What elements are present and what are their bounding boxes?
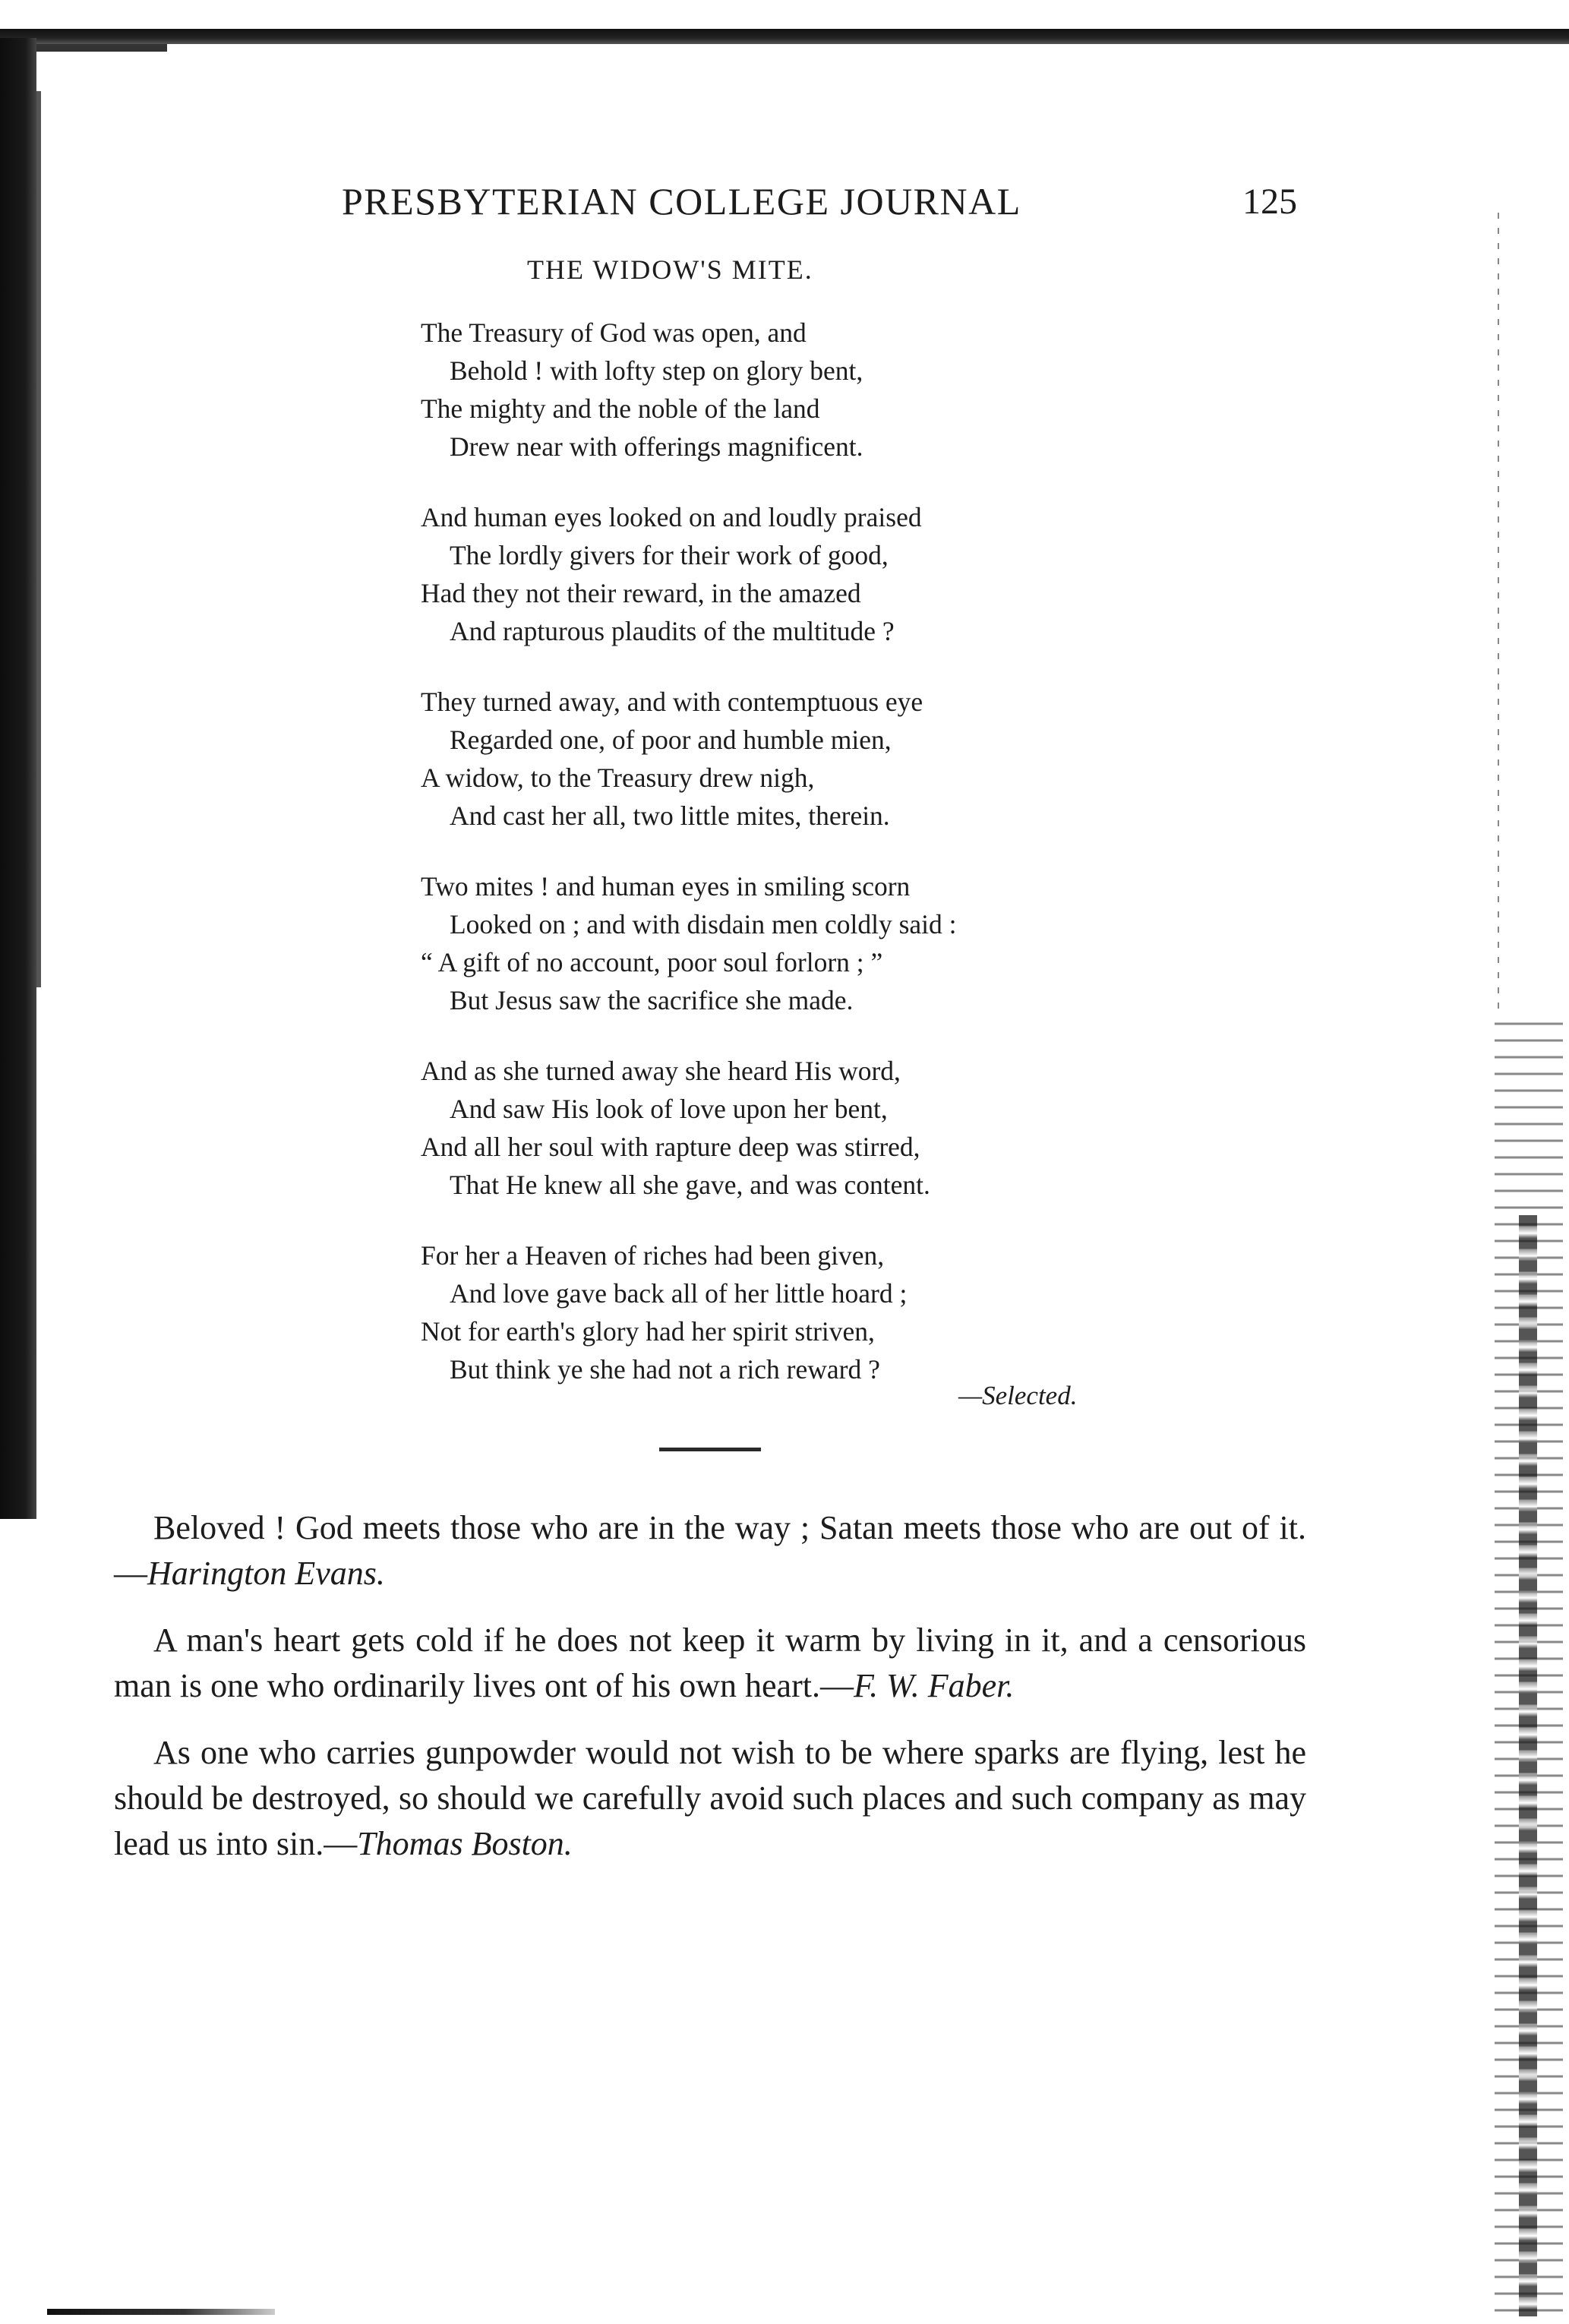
poem-line: Not for earth's glory had her spirit striven, (421, 1316, 875, 1347)
quote-text: As one who carries gunpowder would not wish to be where sparks are flying, lest he should be destroyed, so should we carefully avoid such places and such company as may lead us into sin.— (114, 1734, 1306, 1862)
poem-line: Had they not their reward, in the amazed (421, 578, 861, 608)
poem-line: And human eyes looked on and loudly praised (421, 502, 922, 532)
poem-line: The mighty and the noble of the land (421, 393, 820, 424)
poem-line: But think ye she had not a rich reward ? (450, 1354, 880, 1385)
scan-binding-edge (36, 91, 41, 987)
poem-line: Two mites ! and human eyes in smiling scorn (421, 871, 911, 901)
poem-stanza (421, 683, 957, 835)
poem-line: That He knew all she gave, and was content. (450, 1170, 930, 1200)
poem-line: Behold ! with lofty step on glory bent, (450, 355, 863, 386)
quote-paragraph (114, 1618, 1306, 1709)
poem-stanza (421, 1236, 957, 1388)
scan-right-margin-marks (1498, 213, 1499, 1018)
poem-line: And all her soul with rapture deep was stirred, (421, 1132, 920, 1162)
poem-attribution: —Selected. (958, 1381, 1078, 1410)
quote-paragraph (114, 1730, 1306, 1867)
poem-line: A widow, to the Treasury drew nigh, (421, 763, 815, 793)
quote-text: A man's heart gets cold if he does not keep it warm by living in it, and a censorious man is one who ordinarily lives ont of his own heart.— (114, 1621, 1306, 1704)
poem-stanza (421, 867, 957, 1019)
section-divider (659, 1448, 761, 1451)
poem-line: And love gave back all of her little hoard ; (450, 1278, 908, 1309)
poem-stanza (421, 498, 957, 650)
poem-line: “ A gift of no account, poor soul forlorn ; ” (421, 947, 883, 977)
poem-stanza (421, 1052, 957, 1204)
scan-binding-shadow (0, 38, 36, 1519)
quote-paragraph (114, 1505, 1306, 1596)
poem-line: And rapturous plaudits of the multitude ? (450, 616, 895, 646)
scan-top-edge (0, 29, 1569, 44)
poem-line: The Treasury of God was open, and (421, 317, 807, 348)
page-number: 125 (1242, 182, 1297, 222)
poem-body (421, 314, 957, 1421)
poem-line: Drew near with offerings magnificent. (450, 431, 863, 462)
quote-author: F. W. Faber. (853, 1667, 1015, 1704)
quote-author: Harington Evans. (147, 1555, 385, 1592)
scan-right-edge-strip (1519, 1215, 1537, 2316)
quotations (114, 1505, 1306, 1888)
poem-line: They turned away, and with contemptuous eye (421, 687, 923, 717)
poem-line: And saw His look of love upon her bent, (450, 1094, 888, 1124)
poem-line: And cast her all, two little mites, therein. (450, 800, 890, 831)
poem-title: THE WIDOW'S MITE. (527, 254, 813, 285)
poem-line: Regarded one, of poor and humble mien, (450, 725, 892, 755)
poem-stanza (421, 314, 957, 466)
poem-line: Looked on ; and with disdain men coldly said : (450, 909, 957, 939)
poem-line: For her a Heaven of riches had been given, (421, 1240, 885, 1271)
journal-title: PRESBYTERIAN COLLEGE JOURNAL (342, 180, 1021, 223)
poem-line: The lordly givers for their work of good, (450, 540, 889, 570)
poem-line: And as she turned away she heard His word, (421, 1056, 901, 1086)
scan-bottom-mark (47, 2309, 275, 2315)
quote-author: Thomas Boston. (357, 1825, 573, 1862)
quote-text: Beloved ! God meets those who are in the way ; Satan meets those who are out of it.— (114, 1509, 1306, 1592)
poem-line: But Jesus saw the sacrifice she made. (450, 985, 854, 1015)
